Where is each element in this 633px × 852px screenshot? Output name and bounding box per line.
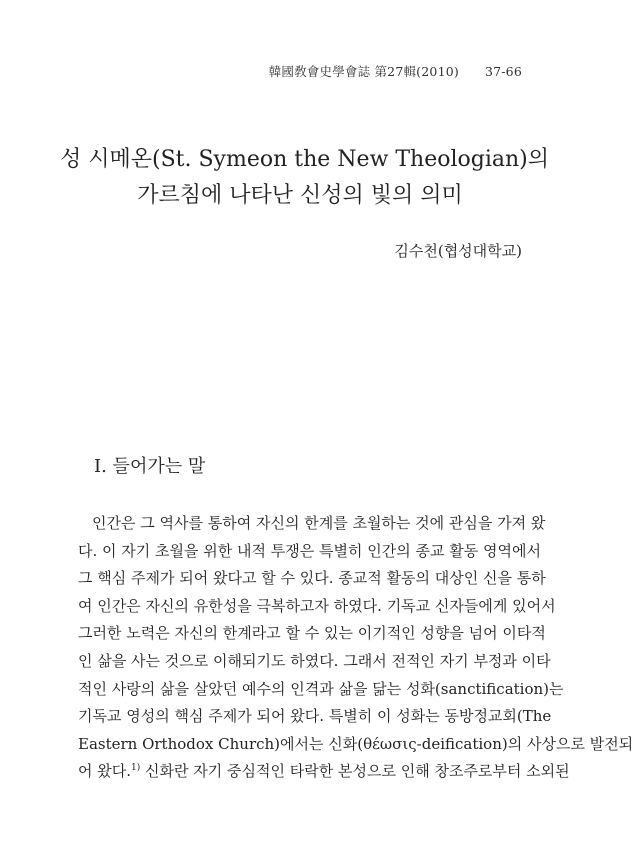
body-line: 인간은 그 역사를 통하여 자신의 한계를 초월하는 것에 관심을 가져 왔 (92, 514, 546, 532)
journal-name: 韓國敎會史學會誌 第27輯(2010) (268, 64, 459, 79)
body-line: 그 핵심 주제가 되어 왔다고 할 수 있다. 종교적 활동의 대상인 신을 통하 (78, 569, 546, 588)
running-header (269, 62, 522, 80)
footnote-marker[interactable]: 1) (131, 763, 141, 774)
title-line-2: 가르침에 나타난 신성의 빛의 의미 (137, 183, 463, 208)
title-line-1: 성 시메온(St. Symeon the New Theologian)의 (60, 147, 550, 172)
body-line-last (78, 758, 570, 786)
body-line-tail: 신화란 자기 중심적인 타락한 본성으로 인해 창조주로부터 소외된 (140, 762, 570, 781)
body-line: 기독교 영성의 핵심 주제가 되어 왔다. 특별히 이 성화는 동방정교회(The (78, 707, 552, 726)
section-heading: Ⅰ. 들어가는 말 (94, 456, 206, 477)
body-line: Eastern Orthodox Church)에서는 신화(θέωσις-deification)의 사상으로 발전되 (78, 734, 633, 753)
body-line-start: 어 왔다. (78, 762, 132, 781)
paper-title (60, 142, 550, 214)
page-range: 37-66 (484, 64, 522, 79)
body-text (78, 510, 633, 786)
body-line: 인 삶을 사는 것으로 이해되기도 하였다. 그래서 전적인 자기 부정과 이타 (78, 651, 551, 670)
body-line: 다. 이 자기 초월을 위한 내적 투쟁은 특별히 인간의 종교 활동 영역에서 (78, 541, 541, 560)
author-affiliation: 김수천(협성대학교) (394, 242, 522, 260)
body-line: 여 인간은 자신의 유한성을 극복하고자 하였다. 기독교 신자들에게 있어서 (78, 596, 556, 615)
body-line: 그러한 노력은 자신의 한계라고 할 수 있는 이기적인 성향을 넘어 이타적 (78, 624, 546, 643)
body-line: 적인 사랑의 삶을 살았던 예수의 인격과 삶을 닮는 성화(sanctification)는 (78, 679, 564, 698)
